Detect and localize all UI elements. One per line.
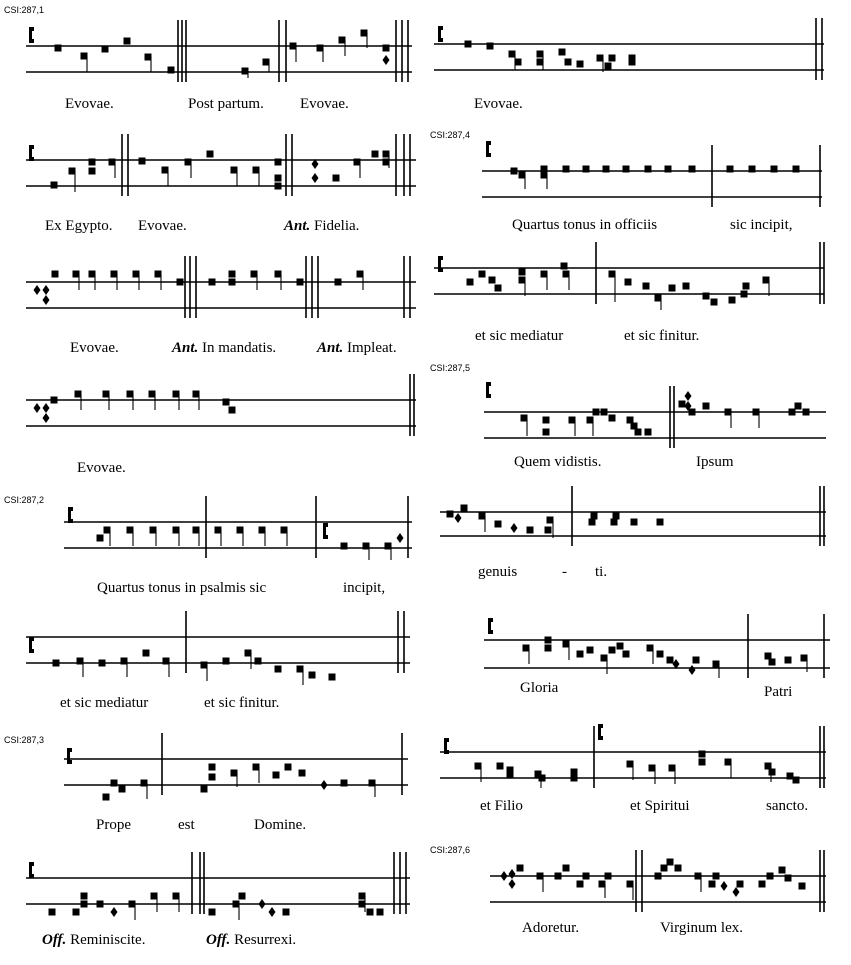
lyric: incipit,: [343, 580, 386, 596]
square-note: [97, 535, 104, 542]
lyric: et sic mediatur: [475, 328, 564, 344]
ant-abbrev: Ant.: [172, 340, 199, 356]
square-note: [467, 279, 474, 286]
square-note: [571, 769, 578, 776]
square-note: [359, 893, 366, 900]
square-note: [127, 391, 134, 398]
neume-group: [53, 611, 405, 685]
lyric: sancto.: [766, 798, 809, 814]
diamond-note: [689, 665, 696, 675]
ant-abbrev: Ant.: [317, 340, 344, 356]
square-note: [150, 527, 157, 534]
square-note: [489, 277, 496, 284]
lyric: In mandatis.: [202, 340, 277, 356]
square-note: [253, 167, 260, 174]
diamond-note: [733, 887, 740, 897]
square-note: [609, 647, 616, 654]
square-note: [377, 909, 384, 916]
square-note: [667, 657, 674, 664]
square-note: [372, 151, 379, 158]
square-note: [609, 415, 616, 422]
lyric: Evovae.: [70, 340, 119, 356]
lyric: Virginum lex.: [660, 920, 743, 936]
square-note: [81, 53, 88, 60]
square-note: [611, 519, 618, 526]
square-note: [507, 771, 514, 778]
neume-group: [34, 256, 411, 318]
chant-system-1: [0, 0, 420, 120]
square-note: [383, 151, 390, 158]
diamond-note: [721, 881, 728, 891]
c-clef-icon: [29, 862, 34, 878]
square-note: [193, 527, 200, 534]
square-note: [627, 417, 634, 424]
lyric: ti.: [595, 564, 608, 580]
square-note: [209, 764, 216, 771]
chant-staff: [430, 494, 851, 564]
lyric: sic incipit,: [730, 217, 793, 233]
square-note: [609, 55, 616, 62]
lyric: Fidelia.: [314, 218, 360, 234]
square-note: [629, 59, 636, 66]
off-abbrev: Off.: [42, 932, 67, 948]
square-note: [703, 403, 710, 410]
square-note: [679, 401, 686, 408]
square-note: [245, 650, 252, 657]
square-note: [281, 527, 288, 534]
chant-staff: [0, 260, 420, 330]
square-note: [111, 271, 118, 278]
square-note: [519, 269, 526, 276]
square-note: [541, 271, 548, 278]
chant-staff: [430, 606, 851, 686]
chant-system-3: [0, 260, 420, 360]
square-note: [145, 54, 152, 61]
square-note: [207, 151, 214, 158]
lyric: Evovae.: [300, 96, 349, 112]
square-note: [509, 51, 516, 58]
lyric: Gloria: [520, 680, 559, 696]
lyric: Domine.: [254, 817, 307, 833]
square-note: [667, 859, 674, 866]
source-tag: CSI:287,6: [430, 845, 471, 855]
square-note: [631, 423, 638, 430]
chant-staff: [0, 500, 420, 580]
square-note: [589, 519, 596, 526]
neume-group: [501, 850, 825, 912]
square-note: [479, 271, 486, 278]
square-note: [643, 283, 650, 290]
c-clef-icon: [68, 507, 73, 523]
square-note: [209, 909, 216, 916]
chant-system-6: [0, 615, 420, 715]
square-note: [139, 158, 146, 165]
chant-system-9: [430, 0, 851, 120]
square-note: [73, 271, 80, 278]
square-note: [495, 521, 502, 528]
square-note: [519, 277, 526, 284]
neume-group: [447, 486, 825, 546]
neume-group: [475, 726, 825, 788]
square-note: [251, 271, 258, 278]
lyric: Evovae.: [474, 96, 523, 112]
square-note: [242, 68, 249, 75]
c-clef-icon: [29, 27, 34, 43]
square-note: [162, 167, 169, 174]
offertory-label: [206, 932, 296, 948]
lyric: Resurrexi.: [234, 932, 297, 948]
lyric: Adoretur.: [522, 920, 580, 936]
square-note: [119, 786, 126, 793]
lyric: Quartus tonus in psalmis sic: [97, 580, 267, 596]
antiphon-label: [317, 340, 397, 356]
square-note: [617, 643, 624, 650]
square-note: [497, 763, 504, 770]
square-note: [151, 893, 158, 900]
lyric: Evovae.: [138, 218, 187, 234]
square-note: [461, 505, 468, 512]
chant-staff: [0, 745, 420, 815]
c-clef-icon: [438, 26, 443, 42]
square-note: [591, 513, 598, 520]
square-note: [785, 657, 792, 664]
chant-staff: [430, 846, 851, 916]
square-note: [649, 765, 656, 772]
square-note: [683, 283, 690, 290]
lyric: Impleat.: [347, 340, 397, 356]
chant-staff: [0, 615, 420, 695]
square-note: [329, 674, 336, 681]
square-note: [103, 391, 110, 398]
lyric: Ex Egypto.: [45, 218, 113, 234]
square-note: [73, 909, 80, 916]
square-note: [587, 417, 594, 424]
square-note: [769, 769, 776, 776]
diamond-note: [455, 513, 462, 523]
lyric: et Filio: [480, 798, 523, 814]
lyric: genuis: [478, 564, 518, 580]
neume-group: [521, 386, 810, 448]
off-abbrev: Off.: [206, 932, 231, 948]
lyric: Reminiscite.: [70, 932, 146, 948]
square-note: [201, 786, 208, 793]
lyric: Evovae.: [77, 460, 126, 476]
diamond-note: [509, 879, 516, 889]
diamond-note: [511, 523, 518, 533]
square-note: [657, 651, 664, 658]
square-note: [563, 271, 570, 278]
chant-system-12: [430, 374, 851, 474]
square-note: [759, 881, 766, 888]
square-note: [675, 865, 682, 872]
square-note: [601, 655, 608, 662]
square-note: [89, 271, 96, 278]
neume-group: [467, 242, 825, 310]
square-note: [779, 867, 786, 874]
square-note: [475, 763, 482, 770]
lyric: et sic finitur.: [624, 328, 700, 344]
square-note: [627, 761, 634, 768]
square-note: [563, 865, 570, 872]
square-note: [625, 279, 632, 286]
source-tag: CSI:287,3: [4, 735, 45, 745]
square-note: [143, 650, 150, 657]
lyric: et Spiritui: [630, 798, 690, 814]
square-note: [173, 893, 180, 900]
square-note: [215, 527, 222, 534]
square-note: [765, 653, 772, 660]
square-note: [521, 415, 528, 422]
square-note: [547, 517, 554, 524]
chant-staff: [430, 250, 851, 320]
diamond-note: [34, 285, 41, 295]
square-note: [631, 519, 638, 526]
lyric: Evovae.: [65, 96, 114, 112]
diamond-note: [383, 55, 390, 65]
square-note: [361, 30, 368, 37]
square-note: [545, 527, 552, 534]
square-note: [309, 672, 316, 679]
chant-staff: [0, 0, 420, 90]
square-note: [297, 666, 304, 673]
lyric: Ipsum: [696, 454, 734, 470]
chant-staff: [0, 858, 420, 928]
lyric: Prope: [96, 817, 131, 833]
square-note: [563, 641, 570, 648]
square-note: [285, 764, 292, 771]
lyric: est: [178, 817, 195, 833]
chant-system-10: [430, 135, 851, 235]
square-note: [479, 513, 486, 520]
square-note: [537, 51, 544, 58]
source-tag: CSI:287,2: [4, 495, 45, 505]
square-note: [127, 527, 134, 534]
diamond-note: [43, 295, 50, 305]
square-note: [275, 666, 282, 673]
square-note: [709, 881, 716, 888]
square-note: [769, 659, 776, 666]
square-note: [559, 49, 566, 56]
lyric: -: [562, 564, 567, 580]
lyric: Post partum.: [188, 96, 264, 112]
square-note: [357, 271, 364, 278]
square-note: [263, 59, 270, 66]
square-note: [645, 429, 652, 436]
c-clef-icon: [67, 748, 72, 764]
diamond-note: [43, 413, 50, 423]
lyric: et sic mediatur: [60, 695, 149, 711]
square-note: [613, 513, 620, 520]
diamond-note: [312, 173, 319, 183]
chant-staff: [0, 380, 420, 450]
square-note: [495, 285, 502, 292]
diamond-note: [43, 403, 50, 413]
square-note: [173, 527, 180, 534]
square-note: [104, 527, 111, 534]
square-note: [103, 794, 110, 801]
square-note: [259, 527, 266, 534]
square-note: [89, 168, 96, 175]
c-clef-icon: [29, 637, 34, 653]
square-note: [537, 59, 544, 66]
square-note: [51, 182, 58, 189]
chant-system-13: [430, 494, 851, 594]
square-note: [239, 893, 246, 900]
square-note: [577, 651, 584, 658]
square-note: [523, 645, 530, 652]
square-note: [49, 909, 56, 916]
diamond-note: [397, 533, 404, 543]
square-note: [527, 527, 534, 534]
square-note: [799, 883, 806, 890]
c-clef-icon: [29, 145, 34, 161]
square-note: [655, 295, 662, 302]
square-note: [801, 655, 808, 662]
chant-staff: [430, 135, 851, 215]
square-note: [229, 407, 236, 414]
square-note: [275, 271, 282, 278]
square-note: [647, 645, 654, 652]
c-clef-icon: [486, 382, 491, 398]
square-note: [635, 429, 642, 436]
chant-system-8: [0, 858, 420, 965]
chant-staff: [430, 374, 851, 454]
neume-group: [34, 374, 415, 436]
square-note: [577, 61, 584, 68]
lyric: Quem vidistis.: [514, 454, 602, 470]
square-note: [155, 271, 162, 278]
neume-group: [103, 733, 403, 801]
ant-abbrev: Ant.: [284, 218, 311, 234]
square-note: [75, 391, 82, 398]
chant-system-4: [0, 380, 420, 480]
square-note: [231, 167, 238, 174]
neume-group: [97, 496, 409, 560]
square-note: [545, 645, 552, 652]
square-note: [729, 297, 736, 304]
lyric: Patri: [764, 684, 793, 700]
square-note: [743, 283, 750, 290]
square-note: [273, 772, 280, 779]
square-note: [519, 172, 526, 179]
c-clef-icon: [323, 523, 328, 539]
square-note: [661, 865, 668, 872]
chant-staff: [0, 140, 420, 220]
lyric: Quartus tonus in officiis: [512, 217, 658, 233]
square-note: [81, 893, 88, 900]
square-note: [237, 527, 244, 534]
square-note: [609, 271, 616, 278]
square-note: [231, 770, 238, 777]
square-note: [725, 759, 732, 766]
square-note: [577, 881, 584, 888]
square-note: [543, 417, 550, 424]
square-note: [543, 429, 550, 436]
square-note: [569, 417, 576, 424]
chant-system-16: [430, 846, 851, 946]
chant-system-2: [0, 140, 420, 240]
diamond-note: [269, 907, 276, 917]
square-note: [52, 271, 59, 278]
square-note: [737, 881, 744, 888]
square-note: [124, 38, 131, 45]
square-note: [711, 299, 718, 306]
square-note: [193, 391, 200, 398]
square-note: [699, 759, 706, 766]
square-note: [795, 403, 802, 410]
square-note: [333, 175, 340, 182]
square-note: [693, 657, 700, 664]
square-note: [541, 172, 548, 179]
neume-group: [49, 852, 407, 920]
square-note: [517, 865, 524, 872]
square-note: [669, 285, 676, 292]
chant-staff: [430, 0, 851, 90]
square-note: [299, 770, 306, 777]
square-note: [275, 175, 282, 182]
square-note: [627, 881, 634, 888]
chant-system-5: [0, 500, 420, 610]
square-note: [367, 909, 374, 916]
chant-system-14: [430, 606, 851, 706]
square-note: [587, 647, 594, 654]
chant-system-7: [0, 745, 420, 845]
c-clef-icon: [488, 618, 493, 634]
c-clef-icon: [438, 256, 443, 272]
square-note: [69, 168, 76, 175]
square-note: [713, 661, 720, 668]
square-note: [149, 391, 156, 398]
diamond-note: [685, 391, 692, 401]
source-tag: CSI:287,4: [430, 130, 471, 140]
square-note: [173, 391, 180, 398]
chant-system-11: [430, 250, 851, 350]
square-note: [605, 63, 612, 70]
square-note: [339, 37, 346, 44]
diamond-note: [34, 403, 41, 413]
c-clef-icon: [598, 724, 603, 740]
square-note: [657, 519, 664, 526]
square-note: [599, 881, 606, 888]
lyric: et sic finitur.: [204, 695, 280, 711]
square-note: [763, 277, 770, 284]
square-note: [765, 763, 772, 770]
square-note: [597, 55, 604, 62]
square-note: [623, 651, 630, 658]
source-tag: CSI:287,1: [4, 5, 45, 15]
antiphon-label: [172, 340, 276, 356]
square-note: [133, 271, 140, 278]
diamond-note: [509, 869, 516, 879]
square-note: [669, 765, 676, 772]
diamond-note: [43, 285, 50, 295]
square-note: [565, 59, 572, 66]
chant-staff: [430, 722, 851, 802]
square-note: [253, 764, 260, 771]
square-note: [229, 271, 236, 278]
square-note: [515, 59, 522, 66]
offertory-label: [42, 932, 145, 948]
square-note: [209, 774, 216, 781]
chant-system-15: [430, 722, 851, 822]
square-note: [283, 909, 290, 916]
antiphon-label: [284, 218, 359, 234]
c-clef-icon: [486, 141, 491, 157]
source-tag: CSI:287,5: [430, 363, 471, 373]
diamond-note: [111, 907, 118, 917]
